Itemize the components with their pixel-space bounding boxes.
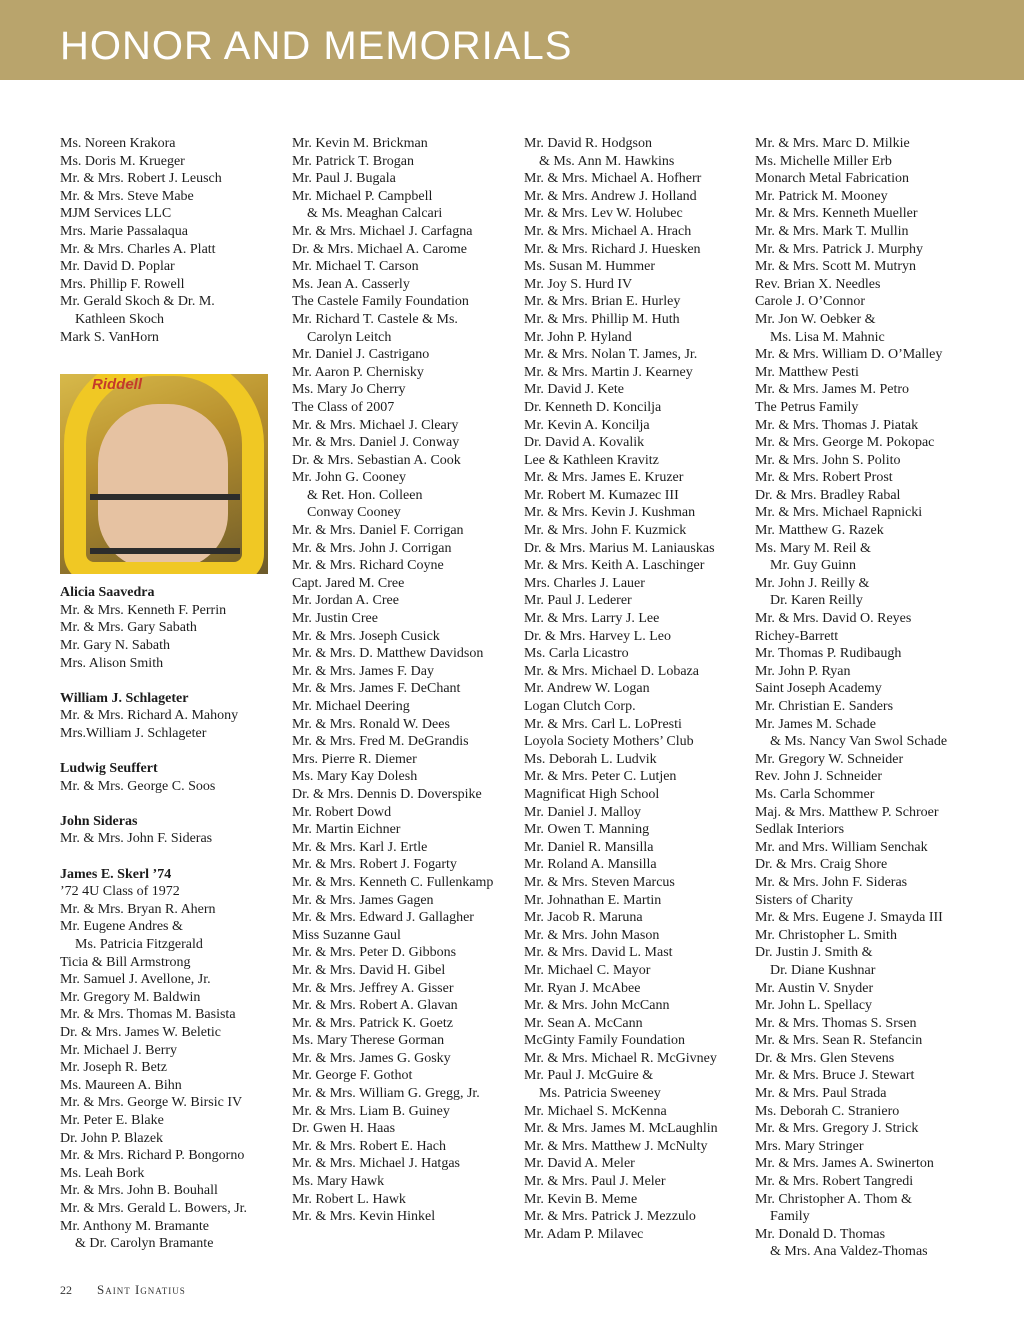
football-player-photo [60, 374, 268, 574]
list-item: Mr. Kevin M. Brickman [292, 136, 428, 151]
list-item: Mr. & Mrs. Daniel F. Corrigan [292, 523, 464, 539]
list-item-continuation: Family [770, 1209, 810, 1225]
list-item-continuation: & Ms. Nancy Van Swol Schade [770, 734, 948, 750]
list-item: Mr. & Mrs. David L. Mast [524, 945, 673, 961]
list-item: Mr. & Mrs. Daniel J. Conway [292, 435, 460, 451]
list-item: Mr. John P. Ryan [755, 663, 851, 679]
list-item: Mr. & Mrs. Gregory J. Strick [755, 1121, 919, 1137]
list-item: Mr. & Mrs. Kevin J. Kushman [524, 505, 696, 521]
list-item: Mr. & Mrs. Richard A. Mahony [60, 708, 239, 724]
list-item: Ms. Doris M. Krueger [60, 153, 185, 169]
list-item: Dr. & Mrs. Craig Shore [755, 857, 888, 873]
list-item: Mr. & Mrs. Gerald L. Bowers, Jr. [60, 1200, 248, 1216]
list-item: Mr. & Mrs. James F. Day [292, 663, 434, 679]
list-item: Ms. Leah Bork [60, 1165, 145, 1181]
list-item: Mr. & Mrs. William G. Gregg, Jr. [292, 1086, 480, 1102]
list-item: Mr. & Mrs. Carl L. LoPresti [524, 716, 682, 732]
list-item: Mr. & Mrs. Karl J. Ertle [292, 839, 428, 855]
list-item: Mr. Justin Cree [292, 611, 378, 627]
list-item: Dr. Justin J. Smith & [755, 945, 873, 961]
list-item: Mr. & Mrs. John Mason [524, 927, 660, 943]
list-item: Mr. Michael J. Berry [60, 1042, 178, 1058]
list-item: Mr. Adam P. Milavec [524, 1226, 644, 1242]
list-item: Mr. & Mrs. William D. O’Malley [755, 347, 943, 363]
list-item: Mr. & Mrs. Joseph Cusick [292, 628, 440, 644]
list-item: Mr. Ryan J. McAbee [524, 980, 641, 996]
list-item-continuation: & Mrs. Ana Valdez-Thomas [770, 1244, 928, 1260]
list-item: Mr. & Mrs. Ronald W. Dees [292, 716, 450, 732]
list-item: Carole J. O’Connor [755, 294, 866, 310]
list-item: Mr. Christopher A. Thom & [755, 1191, 912, 1207]
list-item: Mr. James M. Schade [755, 716, 876, 732]
list-item: Mr. Christopher L. Smith [755, 927, 897, 943]
list-item: Mr. Kevin A. Koncilja [524, 417, 650, 433]
list-item: Dr. & Mrs. Bradley Rabal [755, 487, 901, 503]
list-item: Mr. & Mrs. Matthew J. McNulty [524, 1138, 708, 1154]
list-item: Mr. Johnathan E. Martin [524, 892, 662, 908]
list-item: Mr. & Mrs. Andrew J. Holland [524, 188, 697, 204]
list-item: Mr. & Mrs. Kevin Hinkel [292, 1209, 436, 1225]
page-number: 22 [60, 1283, 72, 1297]
list-item: Mr. Aaron P. Chernisky [292, 364, 424, 380]
list-item: Sisters of Charity [755, 892, 853, 908]
list-item: Mr. & Mrs. Bruce J. Stewart [755, 1068, 915, 1084]
list-item: Mr. George F. Gothot [292, 1068, 413, 1084]
list-item: Mr. John P. Hyland [524, 329, 632, 345]
list-item: Mr. & Mrs. George W. Birsic IV [60, 1095, 243, 1111]
list-item: Mr. & Mrs. James F. DeChant [292, 681, 461, 697]
list-item: Mr. David R. Hodgson [524, 136, 652, 151]
list-item: Mr. & Mrs. George M. Pokopac [755, 435, 935, 451]
list-item: Dr. & Mrs. Harvey L. Leo [524, 628, 671, 644]
list-item: Dr. & Mrs. Marius M. Laniauskas [524, 540, 715, 556]
list-item-continuation: & Ms. Meaghan Calcari [307, 206, 443, 222]
list-item: Mr. & Mrs. John F. Sideras [60, 831, 213, 847]
list-item: Mr. Anthony M. Bramante [60, 1218, 209, 1234]
list-item: Mr. Matthew G. Razek [755, 523, 884, 539]
list-item: Sedlak Interiors [755, 822, 845, 838]
list-item: Mr. & Mrs. David O. Reyes [755, 611, 912, 627]
list-item: Ms. Michelle Miller Erb [755, 153, 892, 169]
list-item: Mr. & Mrs. John F. Sideras [755, 874, 908, 890]
list-item: Mr. & Mrs. Fred M. DeGrandis [292, 734, 469, 750]
list-item: Loyola Society Mothers’ Club [524, 734, 694, 750]
list-item: Mr. & Mrs. Gary Sabath [60, 620, 197, 636]
list-item: Mr. Michael S. McKenna [524, 1103, 667, 1119]
list-item: Mr. & Mrs. Robert Prost [755, 470, 893, 486]
list-item-continuation: Mr. Guy Guinn [770, 558, 856, 574]
list-item: Ms. Noreen Krakora [60, 136, 176, 151]
column-1-list-top [60, 135, 275, 346]
column-3 [524, 135, 746, 1243]
list-item: Mr. Joy S. Hurd IV [524, 276, 633, 292]
list-item: Mr. & Mrs. Kenneth Mueller [755, 206, 918, 222]
list-item: Ms. Deborah L. Ludvik [524, 751, 657, 767]
list-item: Logan Clutch Corp. [524, 699, 636, 714]
list-item: Mrs. Marie Passalaqua [60, 223, 188, 239]
list-item: Mr. & Mrs. Jeffrey A. Gisser [292, 980, 454, 996]
list-item: Mr. Michael C. Mayor [524, 962, 651, 978]
list-item: Mr. Paul J. Lederer [524, 593, 632, 609]
list-item: Mr. & Mrs. Larry J. Lee [524, 611, 660, 627]
list-item: Magnificat High School [524, 786, 660, 802]
list-item: Mr. Andrew W. Logan [524, 681, 650, 697]
list-item: ’72 4U Class of 1972 [60, 884, 180, 900]
list-item: Capt. Jared M. Cree [292, 575, 405, 591]
honoree-heading: James E. Skerl ’74 [60, 866, 172, 882]
list-item: Mr. Donald D. Thomas [755, 1226, 886, 1242]
list-item: Mr. & Mrs. George C. Soos [60, 778, 216, 794]
list-item: Mrs. Phillip F. Rowell [60, 276, 185, 292]
list-item-continuation: Kathleen Skoch [75, 311, 165, 327]
list-item-continuation: Carolyn Leitch [307, 329, 392, 345]
list-item: Mr. Michael Deering [292, 699, 410, 714]
list-item: Ms. Mary Jo Cherry [292, 382, 406, 398]
list-item: Mr. Roland A. Mansilla [524, 857, 657, 873]
list-item: Mr. & Mrs. Michael J. Cleary [292, 417, 459, 433]
list-item: Mr. & Mrs. Michael J. Carfagna [292, 223, 473, 239]
list-item: Mr. & Mrs. Charles A. Platt [60, 241, 216, 257]
list-item: Mr. Peter E. Blake [60, 1112, 164, 1128]
list-item-continuation: Conway Cooney [307, 505, 401, 521]
list-item: The Petrus Family [755, 399, 859, 415]
list-item: Mr. & Mrs. Patrick K. Goetz [292, 1015, 453, 1031]
list-item: Mr. Patrick M. Mooney [755, 188, 888, 204]
list-item: Mr. & Mrs. Bryan R. Ahern [60, 901, 216, 917]
list-item: Mr. Robert M. Kumazec III [524, 487, 679, 503]
list-item: Mr. & Mrs. Peter C. Lutjen [524, 769, 677, 785]
list-item: Rev. Brian X. Needles [755, 276, 881, 292]
column-2 [292, 135, 512, 1226]
list-item: Mr. Owen T. Manning [524, 822, 650, 838]
list-item: Mr. Daniel R. Mansilla [524, 839, 654, 855]
list-item: Ms. Maureen A. Bihn [60, 1077, 182, 1093]
list-item: Mr. John G. Cooney [292, 470, 406, 486]
list-item-continuation: Dr. Diane Kushnar [770, 962, 876, 978]
page-title: HONOR AND MEMORIALS [60, 24, 573, 68]
list-item: Mr. Daniel J. Malloy [524, 804, 642, 820]
list-item: Mr. & Mrs. Michael D. Lobaza [524, 663, 699, 679]
list-item: Ticia & Bill Armstrong [60, 954, 191, 970]
list-item: Mr. Jon W. Oebker & [755, 311, 876, 327]
list-item: Dr. John P. Blazek [60, 1130, 164, 1146]
list-item: Mr. & Mrs. Steve Mabe [60, 188, 194, 204]
list-item: Mr. & Mrs. Marc D. Milkie [755, 136, 910, 151]
list-item: Mr. David D. Poplar [60, 259, 175, 275]
list-item: Dr. Kenneth D. Koncilja [524, 399, 662, 415]
list-item: Mr. David J. Kete [524, 382, 624, 398]
list-item: Rev. John J. Schneider [755, 769, 883, 785]
list-item: Mr. & Mrs. Richard Coyne [292, 558, 444, 574]
list-item: Mr. & Mrs. Robert E. Hach [292, 1138, 446, 1154]
list-item: Mr. & Mrs. Michael A. Hrach [524, 223, 692, 239]
list-item: Mr. & Mrs. Peter D. Gibbons [292, 945, 457, 961]
list-item: Mr. & Mrs. Patrick J. Mezzulo [524, 1209, 696, 1225]
honoree-heading: Alicia Saavedra [60, 585, 155, 601]
list-item: Mr. & Mrs. Robert J. Fogarty [292, 857, 457, 873]
list-item: Mr. & Mrs. Scott M. Mutryn [755, 259, 917, 275]
list-item: Mr. & Mrs. John McCann [524, 998, 670, 1014]
list-item: Mrs. Charles J. Lauer [524, 575, 645, 591]
list-item-continuation: Ms. Patricia Fitzgerald [75, 937, 203, 952]
list-item: Mr. & Mrs. Thomas S. Srsen [755, 1015, 917, 1031]
list-item: Mr. Samuel J. Avellone, Jr. [60, 972, 211, 988]
list-item: Dr. & Mrs. Sebastian A. Cook [292, 452, 461, 468]
list-item: Ms. Mary M. Reil & [755, 540, 871, 556]
list-item: Mr. Sean A. McCann [524, 1015, 643, 1031]
list-item: Ms. Mary Kay Dolesh [292, 769, 418, 785]
list-item: Mrs. Pierre R. Diemer [292, 751, 417, 767]
list-item: Mr. Jacob R. Maruna [524, 910, 643, 926]
list-item: Lee & Kathleen Kravitz [524, 452, 659, 468]
list-item: Mrs. Mary Stringer [755, 1138, 864, 1154]
list-item: Mark S. VanHorn [60, 329, 159, 345]
list-item: Mr. Kevin B. Meme [524, 1191, 638, 1207]
list-item: Mr. & Mrs. James A. Swinerton [755, 1156, 934, 1172]
list-item: Mr. & Mrs. Robert J. Leusch [60, 171, 222, 187]
list-item: Mr. & Mrs. James G. Gosky [292, 1050, 451, 1066]
list-item: Mr. & Mrs. Keith A. Laschinger [524, 558, 705, 574]
list-item: Mr. John L. Spellacy [755, 998, 873, 1014]
list-item: Mr. Christian E. Sanders [755, 699, 894, 714]
column-1-list-bottom [60, 584, 275, 1253]
list-item-continuation: & Ret. Hon. Colleen [307, 487, 423, 503]
list-item: The Castele Family Foundation [292, 294, 469, 310]
list-item: Ms. Mary Therese Gorman [292, 1033, 445, 1049]
helmet-logo: Riddell [92, 376, 143, 394]
list-item: Mr. Austin V. Snyder [755, 980, 874, 996]
list-item: Ms. Deborah C. Straniero [755, 1103, 900, 1119]
list-item: Mr. & Mrs. David H. Gibel [292, 962, 446, 978]
list-item: Mr. & Mrs. James Gagen [292, 892, 434, 908]
list-item: Mr. & Mrs. John F. Kuzmick [524, 523, 687, 539]
list-item: Mr. & Mrs. Michael A. Hofherr [524, 171, 702, 187]
list-item: Mr. & Mrs. Richard J. Huesken [524, 241, 701, 257]
list-item: Mr. Patrick T. Brogan [292, 153, 414, 169]
column-1 [60, 135, 275, 1253]
list-item: Dr. & Mrs. Glen Stevens [755, 1050, 895, 1066]
list-item: Mr. Jordan A. Cree [292, 593, 399, 609]
list-item: Mr. & Mrs. Nolan T. James, Jr. [524, 347, 698, 363]
list-item: Mr. & Mrs. Richard P. Bongorno [60, 1148, 245, 1164]
list-item: Mr. Gerald Skoch & Dr. M. [60, 294, 215, 310]
list-item: Mrs.William J. Schlageter [60, 725, 207, 741]
list-item: Mr. & Mrs. Lev W. Holubec [524, 206, 683, 222]
list-item: Ms. Susan M. Hummer [524, 259, 656, 275]
list-item: Mr. Robert L. Hawk [292, 1191, 406, 1207]
list-item: Ms. Jean A. Casserly [292, 276, 410, 292]
list-item: McGinty Family Foundation [524, 1033, 685, 1049]
honoree-heading: John Sideras [60, 813, 138, 829]
list-item: Mr. & Mrs. John B. Bouhall [60, 1183, 218, 1199]
list-item: Mr. & Mrs. Paul Strada [755, 1086, 887, 1102]
list-item: Mr. Robert Dowd [292, 804, 392, 820]
list-item: Mr. Matthew Pesti [755, 364, 859, 380]
list-item: Mr. John J. Reilly & [755, 575, 870, 591]
honoree-heading: Ludwig Seuffert [60, 761, 158, 777]
list-item: Mr. Gary N. Sabath [60, 637, 171, 653]
list-item: Richey-Barrett [755, 628, 839, 644]
list-item: Mr. Richard T. Castele & Ms. [292, 311, 458, 327]
list-item: Mr. & Mrs. Robert Tangredi [755, 1174, 914, 1190]
list-item: The Class of 2007 [292, 399, 395, 415]
list-item: Mr. & Mrs. Michael Rapnicki [755, 505, 923, 521]
list-item-continuation: & Dr. Carolyn Bramante [75, 1236, 214, 1252]
list-item: Mrs. Alison Smith [60, 655, 164, 671]
list-item: Mr. Paul J. McGuire & [524, 1068, 654, 1084]
list-item: Mr. Thomas P. Rudibaugh [755, 646, 902, 662]
list-item: Mr. Joseph R. Betz [60, 1060, 167, 1076]
list-item: Mr. & Mrs. Mark T. Mullin [755, 223, 909, 239]
list-item: Mr. & Mrs. Thomas M. Basista [60, 1007, 236, 1023]
list-item: Mr. & Mrs. Kenneth F. Perrin [60, 602, 227, 618]
header-banner [0, 0, 1024, 80]
list-item: Mr. & Mrs. Sean R. Stefancin [755, 1033, 923, 1049]
list-item: Maj. & Mrs. Matthew P. Schroer [755, 804, 939, 820]
list-item: Ms. Carla Licastro [524, 646, 629, 662]
list-item: Mr. David A. Meler [524, 1156, 635, 1172]
list-item: Mr. & Mrs. John J. Corrigan [292, 540, 452, 556]
list-item: Mr. & Mrs. James M. Petro [755, 382, 909, 398]
page-footer [60, 1283, 186, 1297]
list-item-continuation: Dr. Karen Reilly [770, 593, 863, 609]
list-item: Dr. & Mrs. Dennis D. Doverspike [292, 786, 482, 802]
list-item: Mr. & Mrs. Kenneth C. Fullenkamp [292, 874, 494, 890]
list-item-continuation: Ms. Lisa M. Mahnic [770, 329, 885, 345]
list-item: Mr. & Mrs. Patrick J. Murphy [755, 241, 923, 257]
list-item: Mr. Michael P. Campbell [292, 188, 433, 204]
list-item: Mr. & Mrs. Michael J. Hatgas [292, 1156, 460, 1172]
list-item: Monarch Metal Fabrication [755, 171, 909, 187]
list-item: Mr. & Mrs. Martin J. Kearney [524, 364, 693, 380]
list-item: Mr. Gregory W. Schneider [755, 751, 904, 767]
list-item: Mr. & Mrs. Thomas J. Piatak [755, 417, 919, 433]
list-item: Mr. & Mrs. Brian E. Hurley [524, 294, 681, 310]
list-item: Ms. Mary Hawk [292, 1174, 385, 1190]
list-item: Mr. Daniel J. Castrigano [292, 347, 430, 363]
list-item: Dr. David A. Kovalik [524, 435, 645, 451]
list-item: Ms. Carla Schommer [755, 786, 875, 802]
list-item: Mr. & Mrs. Paul J. Meler [524, 1174, 666, 1190]
list-item: MJM Services LLC [60, 206, 172, 222]
publication-name: Saint Ignatius [97, 1282, 186, 1297]
list-item: Mr. & Mrs. Eugene J. Smayda III [755, 910, 943, 926]
honoree-heading: William J. Schlageter [60, 690, 189, 706]
list-item: Mr. Eugene Andres & [60, 919, 183, 935]
list-item: Mr. & Mrs. Liam B. Guiney [292, 1103, 450, 1119]
list-item: Mr. & Mrs. Michael R. McGivney [524, 1050, 717, 1066]
column-4 [755, 135, 985, 1261]
list-item: Dr. Gwen H. Haas [292, 1121, 396, 1137]
list-item-continuation: & Ms. Ann M. Hawkins [539, 153, 675, 169]
list-item: Dr. & Mrs. Michael A. Carome [292, 241, 467, 257]
facemask-shape [90, 494, 240, 554]
list-item: Mr. & Mrs. Steven Marcus [524, 874, 675, 890]
list-item: Miss Suzanne Gaul [292, 927, 401, 943]
list-item: Mr. & Mrs. Robert A. Glavan [292, 998, 458, 1014]
list-item: Mr. Gregory M. Baldwin [60, 989, 201, 1005]
list-item: Mr. & Mrs. James E. Kruzer [524, 470, 684, 486]
list-item: Mr. Michael T. Carson [292, 259, 419, 275]
list-item: Mr. & Mrs. Edward J. Gallagher [292, 910, 474, 926]
list-item: Mr. Paul J. Bugala [292, 171, 396, 187]
list-item: Mr. and Mrs. William Senchak [755, 839, 928, 855]
list-item: Mr. & Mrs. John S. Polito [755, 452, 901, 468]
list-item-continuation: Ms. Patricia Sweeney [539, 1086, 661, 1102]
list-item: Dr. & Mrs. James W. Beletic [60, 1024, 221, 1040]
list-item: Saint Joseph Academy [755, 681, 882, 697]
list-item: Mr. & Mrs. James M. McLaughlin [524, 1121, 718, 1137]
list-item: Mr. & Mrs. Phillip M. Huth [524, 311, 680, 327]
list-item: Mr. & Mrs. D. Matthew Davidson [292, 646, 484, 662]
list-item: Mr. Martin Eichner [292, 822, 401, 838]
